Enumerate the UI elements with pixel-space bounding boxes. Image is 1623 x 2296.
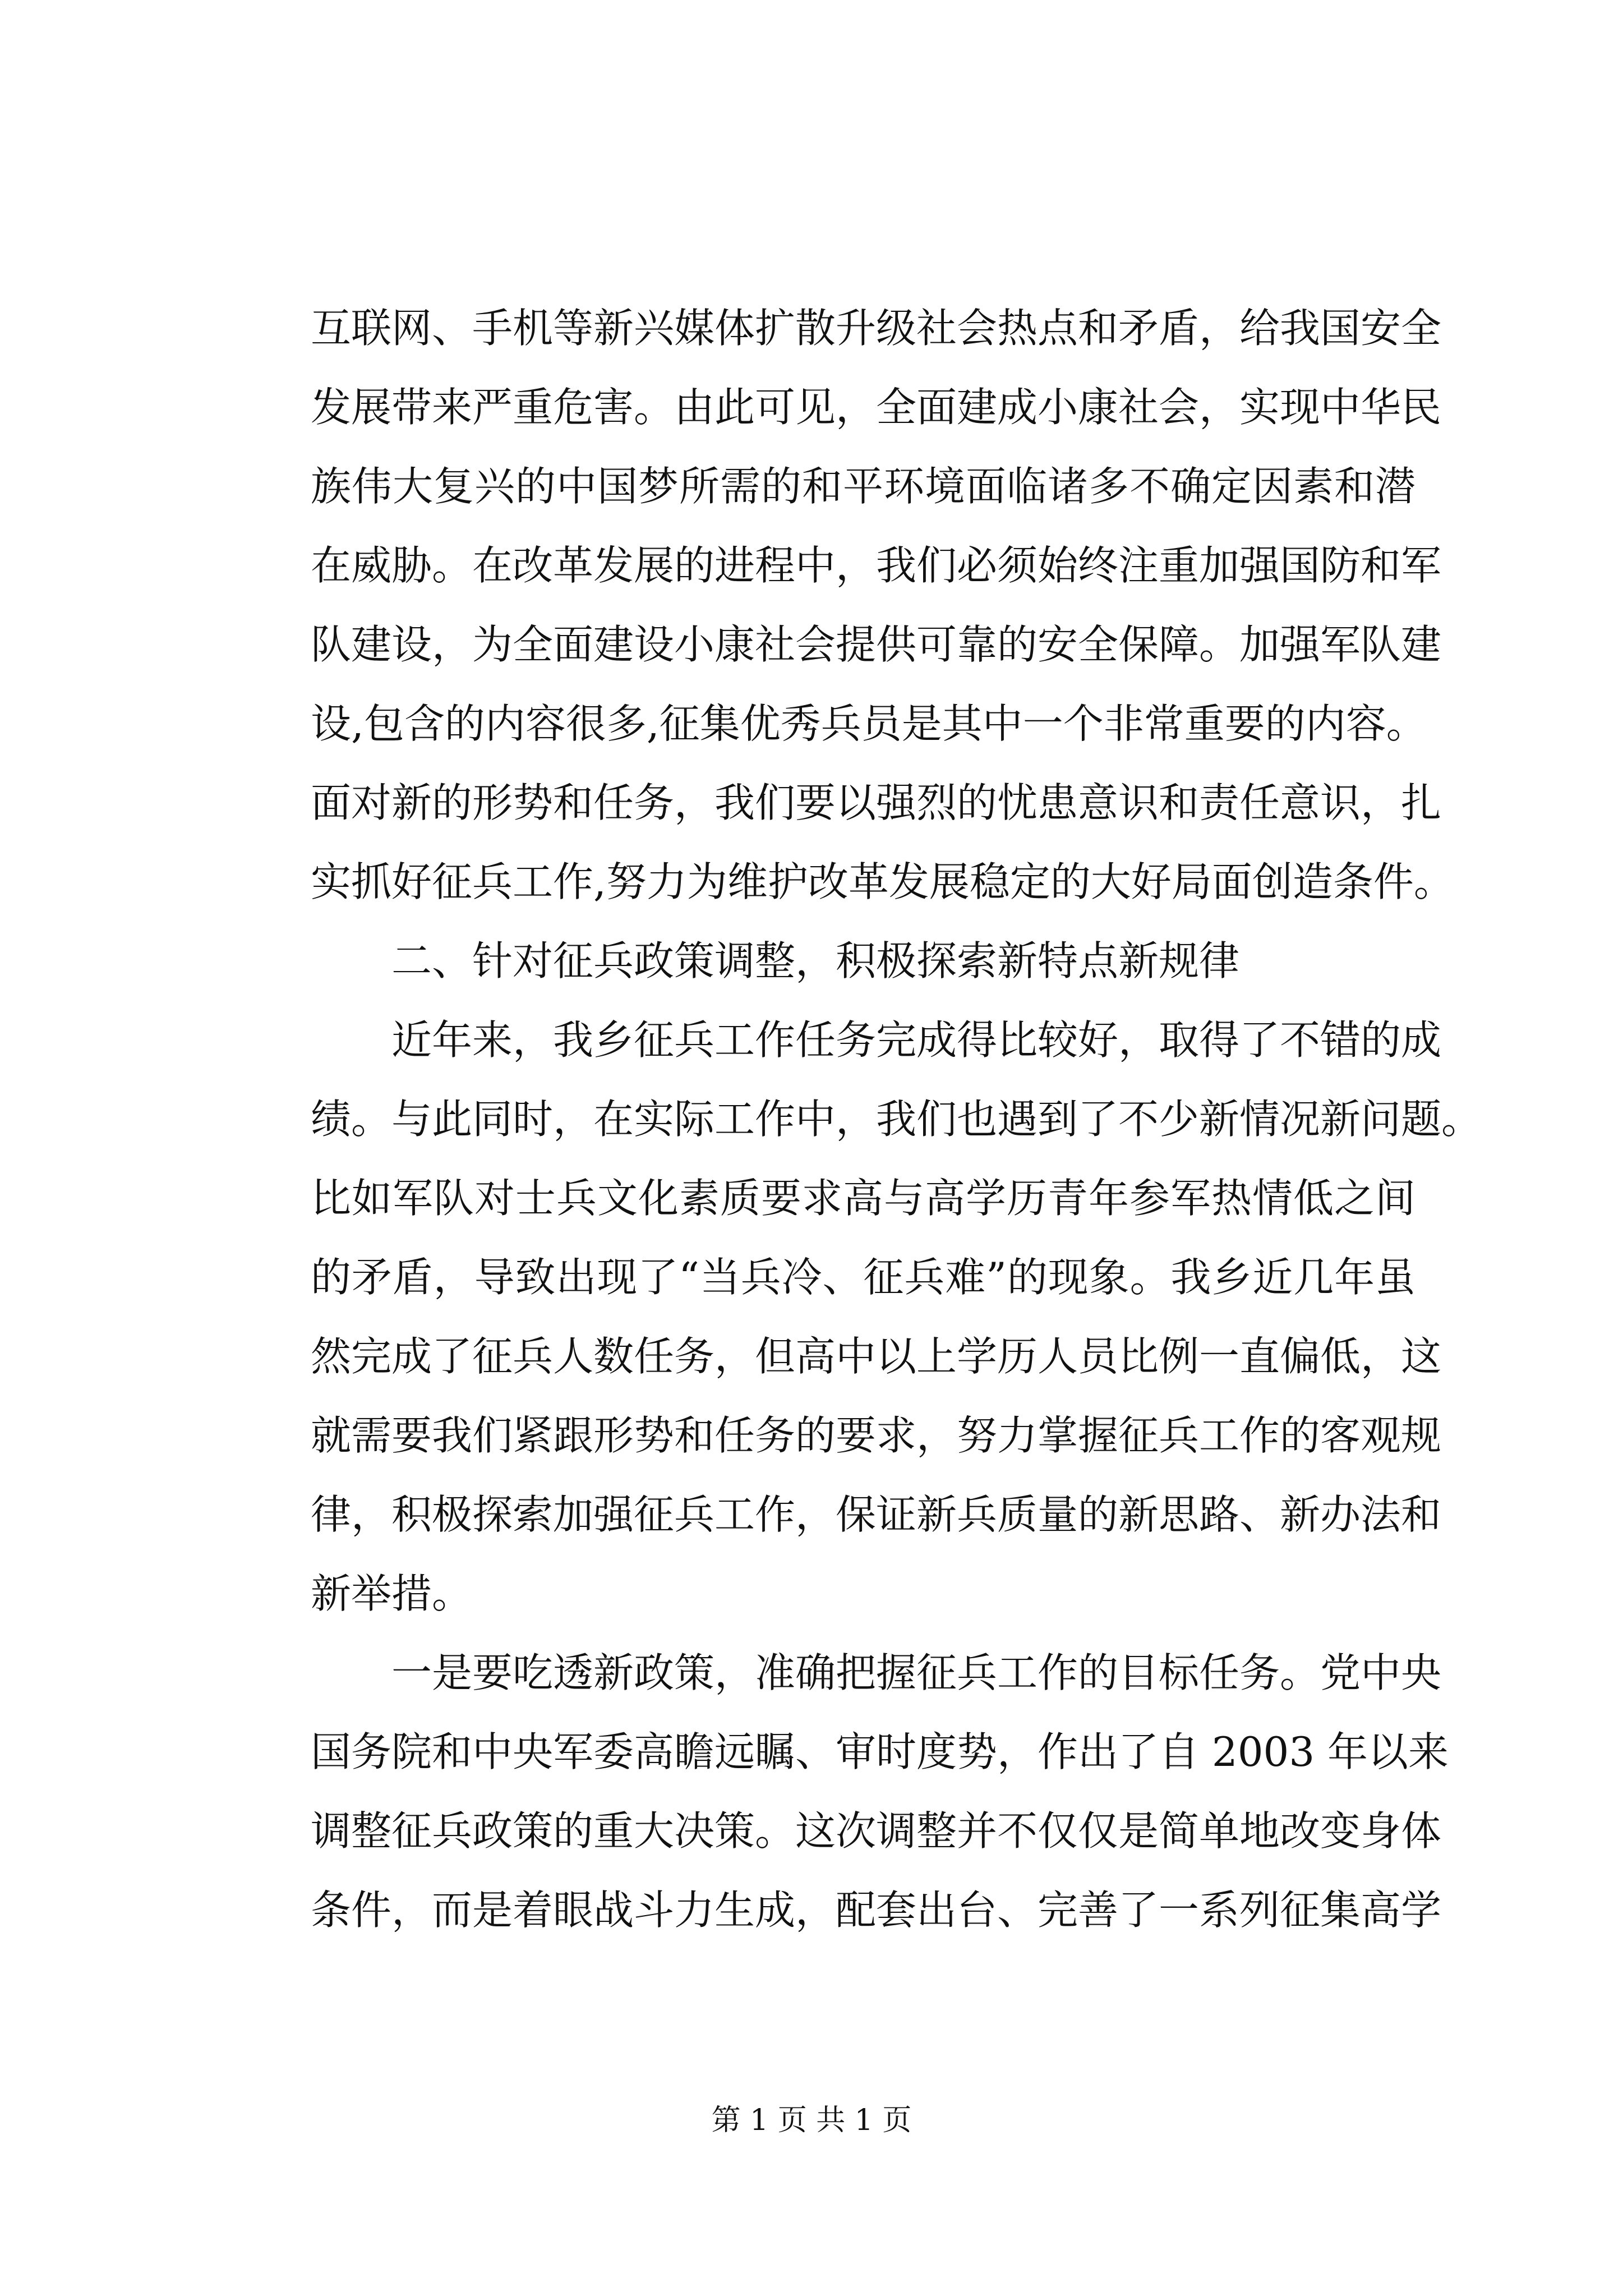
text-line: 一是要吃透新政策，准确把握征兵工作的目标任务。党中央 [391, 1649, 1442, 1696]
text-line: 比如军队对士兵文化素质要求高与高学历青年参军热情低之间 [311, 1175, 1415, 1222]
text-line: 国务院和中央军委高瞻远瞩、审时度势，作出了自 2003 年以来 [311, 1728, 1449, 1775]
text-line: 实抓好征兵工作,努力为维护改革发展稳定的大好局面创造条件。 [311, 858, 1454, 905]
text-line: 条件，而是着眼战斗力生成，配套出台、完善了一系列征集高学 [311, 1887, 1442, 1934]
page-footer: 第 1 页 共 1 页 [711, 2104, 912, 2137]
text-line: 发展带来严重危害。由此可见，全面建成小康社会，实现中华民 [311, 384, 1442, 431]
text-line: 就需要我们紧跟形势和任务的要求，努力掌握征兵工作的客观规 [311, 1412, 1442, 1459]
text-line: 族伟大复兴的中国梦所需的和平环境面临诸多不确定因素和潜 [311, 463, 1415, 510]
text-line: 队建设，为全面建设小康社会提供可靠的安全保障。加强军队建 [311, 621, 1442, 668]
text-line: 律，积极探索加强征兵工作，保证新兵质量的新思路、新办法和 [311, 1491, 1442, 1538]
text-line: 然完成了征兵人数任务，但高中以上学历人员比例一直偏低，这 [311, 1333, 1442, 1380]
section-heading: 二、针对征兵政策调整，积极探索新特点新规律 [391, 937, 1240, 984]
text-line: 绩。与此同时，在实际工作中，我们也遇到了不少新情况新问题。 [311, 1096, 1482, 1143]
body-text [311, 289, 1482, 1950]
text-line: 在威胁。在改革发展的进程中，我们必须始终注重加强国防和军 [311, 542, 1442, 589]
text-line: 面对新的形势和任务，我们要以强烈的忧患意识和责任意识，扎 [311, 779, 1442, 826]
text-line: 近年来，我乡征兵工作任务完成得比较好，取得了不错的成 [391, 1016, 1442, 1064]
text-line: 设,包含的内容很多,征集优秀兵员是其中一个非常重要的内容。 [311, 700, 1427, 747]
text-line: 互联网、手机等新兴媒体扩散升级社会热点和矛盾，给我国安全 [311, 305, 1442, 352]
text-line: 新举措。 [311, 1570, 473, 1617]
text-line: 的矛盾，导致出现了“当兵冷、征兵难”的现象。我乡近几年虽 [311, 1254, 1415, 1301]
text-line: 调整征兵政策的重大决策。这次调整并不仅仅是简单地改变身体 [311, 1807, 1442, 1855]
